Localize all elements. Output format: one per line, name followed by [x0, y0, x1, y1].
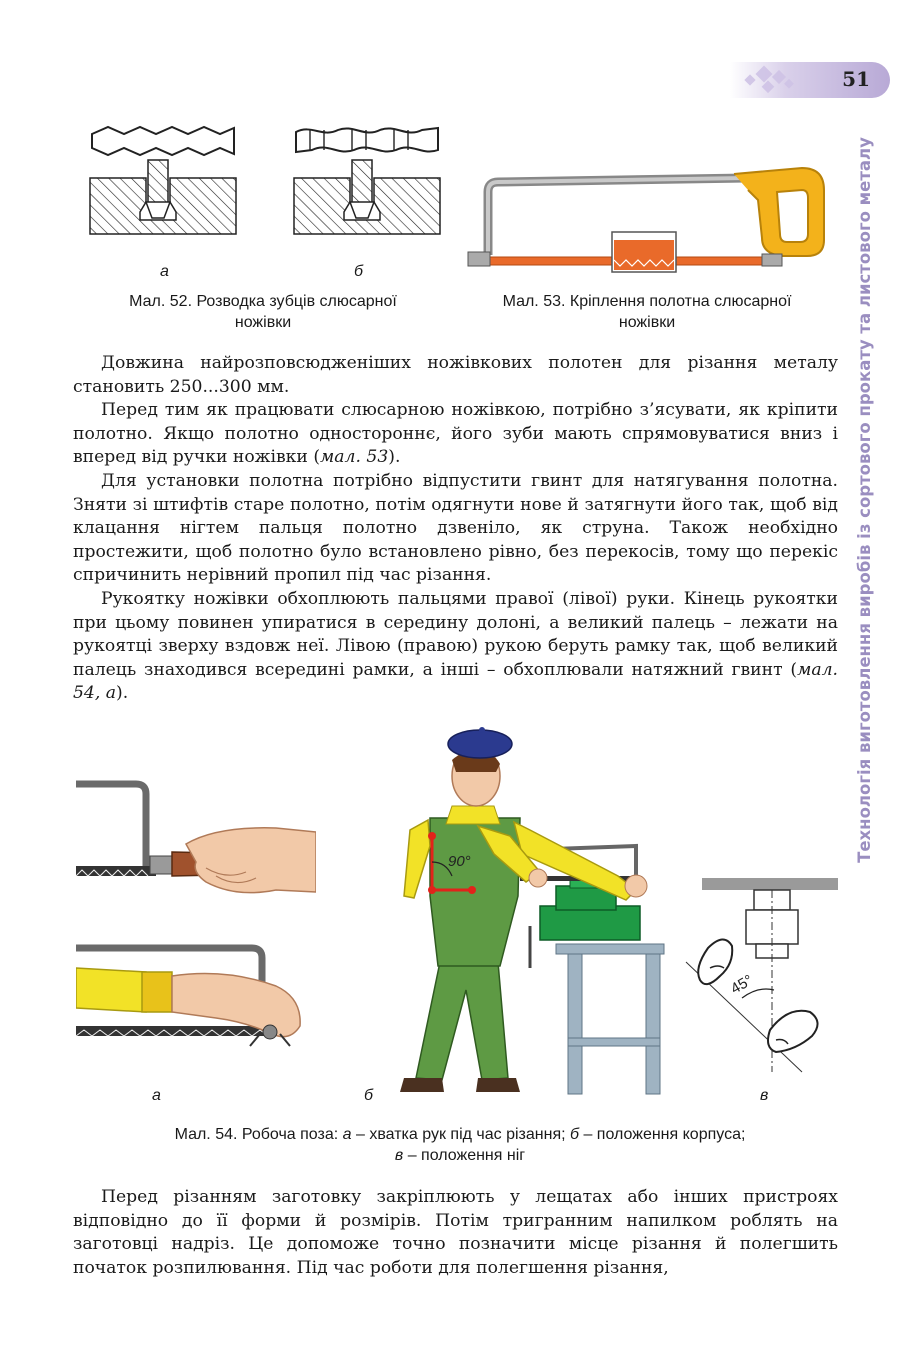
- paragraph-4-text: Рукоятку ножівки обхоплюють пальцями правої (лівої) руки. Кінець рукоятки при цьому повинен упиратися в середину долоні, а великий палець – лежати на рукоятці зверху вздовж неї. Лівою (правою) рукою беруть рамку так, щоб великий палець знаходився всередині рамки, а інші – обхоплювали натяжний гвинт (: [73, 588, 838, 680]
- page-number-tab: [730, 62, 890, 98]
- fig53-hacksaw-drawing: [462, 160, 837, 280]
- fig52-caption-line1: Мал. 52. Розводка зубців слюсарної: [129, 293, 397, 310]
- fig54-caption-v: в: [394, 1147, 404, 1164]
- fig52-label-a: а: [160, 263, 169, 280]
- fig54-caption: [80, 1124, 840, 1166]
- fig54-caption-b: б: [570, 1126, 579, 1143]
- fig54-caption-v-text: – положення ніг: [403, 1147, 526, 1164]
- side-title: Технологія виготовлення виробів із сортового прокату та листового металу: [855, 137, 874, 863]
- paragraph-2-end: ).: [388, 447, 401, 468]
- paragraph-4-end: ).: [116, 683, 129, 704]
- fig52-b-drawing: [292, 124, 442, 236]
- fig54-a-hand-grips: [76, 772, 316, 1062]
- fig54-caption-line1: [80, 1124, 840, 1145]
- paragraph-2: [73, 399, 838, 470]
- fig53-caption-line2: ножівки: [618, 314, 676, 331]
- paragraph-2-ref: мал. 53: [320, 447, 389, 468]
- fig54-label-v: в: [760, 1087, 769, 1104]
- fig52-a-drawing: [88, 124, 238, 236]
- paragraph-4-ref: мал. 54, а: [73, 659, 838, 704]
- paragraph-1: Довжина найрозповсюдженіших ножівкових полотен для різання металу становить 250...300 мм.: [73, 353, 838, 397]
- fig54-caption-a-text: – хватка рук під час різання;: [351, 1126, 570, 1143]
- body-text-upper: [73, 352, 838, 706]
- paragraph-2-text: Перед тим як працювати слюсарною ножівкою, потрібно з’ясувати, як кріпити полотно. Якщо полотно одностороннє, його зуби мають спрямовуватися вниз і вперед від ручки ножівки (: [73, 400, 838, 468]
- fig53-caption: [462, 291, 832, 333]
- fig54-caption-b-text: – положення корпуса;: [579, 1126, 746, 1143]
- fig54-angle-45: 45°: [727, 971, 756, 998]
- fig54-caption-line2: [80, 1145, 840, 1166]
- fig52-caption: [88, 291, 438, 333]
- fig54-angle-90: 90°: [448, 853, 471, 870]
- fig54-label-b: б: [364, 1087, 373, 1104]
- ornament-icon: [736, 64, 806, 96]
- fig52-label-b: б: [354, 263, 363, 280]
- fig52-caption-line2: ножівки: [234, 314, 292, 331]
- fig54-v-feet-position: [684, 872, 844, 1082]
- page-number: 51: [842, 67, 870, 91]
- paragraph-3: Для установки полотна потрібно відпустити гвинт для натягування полотна. Зняти зі штифтів старе полотно, потім одягнути нове й затягнути його так, щоб від клацання нігтем пальця полотно дзвеніло, як струна. Також необхідно простежити, щоб полотно було встановлено рівно, без перекосів, тому що перекіс спричинить нерівний пропил під час різання.: [73, 470, 838, 586]
- fig54-label-a: а: [152, 1087, 161, 1104]
- fig53-caption-line1: Мал. 53. Кріплення полотна слюсарної: [502, 293, 792, 310]
- fig54-b-worker-posture: [390, 726, 672, 1098]
- fig54-caption-a: а: [342, 1126, 352, 1143]
- fig54-caption-prefix: Мал. 54. Робоча поза:: [174, 1126, 343, 1143]
- paragraph-5: Перед різанням заготовку закріплюють у лещатах або інших пристроях відповідно до її форми й розмірів. Потім тригранним напилком роблять на заготовці надріз. Це допоможе точно позначити місце різання й полегшить початок розпилювання. Під час роботи для полегшення різання,: [73, 1187, 838, 1278]
- body-text-lower: [73, 1186, 838, 1280]
- paragraph-4: [73, 588, 838, 706]
